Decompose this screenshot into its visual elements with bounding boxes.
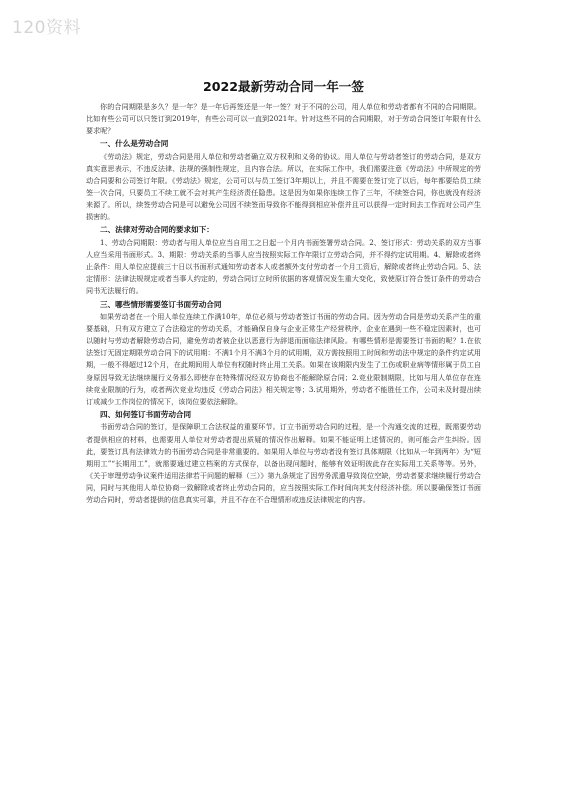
section-2-heading: 二、法律对劳动合同的要求如下： bbox=[100, 225, 214, 235]
section-4-heading: 四、如何签订书面劳动合同 bbox=[100, 409, 192, 419]
section-4-body: 书面劳动合同的签订，是保障职工合法权益的重要环节。订立书面劳动合同的过程，是一个沟通交流的过程，既需要劳动者提供相应的材料，也需要用人单位对劳动者提出质疑的情况作出解释。如果不能证明上述情况的，则可能会产生纠纷。因此，要签订具有法律效力的书面劳动合同是非常重要的。如果用人单位与劳动者没有签订具体期限（比如从一年到两年）为“短期用工”“长期用工”，就需要通过建立档案的方式保存，以备出现问题时，能够有效证明彼此存在实际用工关系等等。另外，《关于审理劳动争议案件适用法律若干问题的解释（三）》第九条规定了因劳务派遣导致岗位空缺，劳动者要求继续履行劳动合同，同时与其他用人单位协商一致解除或者终止劳动合同的，应当按照实际工作时间向其支付经济补偿。所以要确保签订书面劳动合同时，劳动者提供的信息真实可靠，并且不存在不合理情形或违反法律规定的内容。 bbox=[86, 422, 481, 504]
section-3-body: 如果劳动者在一个用人单位连续工作满10年，单位必须与劳动者签订书面的劳动合同。因为劳动合同是劳动关系产生的重要基础，只有双方建立了合法稳定的劳动关系，才能确保自身与企业正常生产经营秩序，企业在遇到一些不稳定因素时，也可以随时与劳动者解除劳动合同，避免劳动者被企业以恶意行为辞退而面临法律风险。有哪些情形是需要签订书面的呢？1.在依法签订无固定期限劳动合同下的试用期：不满1个月不满3个月的试用期，双方需按照用工时间和劳动法中规定的条件约定试用期，一般不得超过12个月，在此期间用人单位有权随时终止用工关系。如果在该期限内发生了工伤或职业病等情形属于员工自身原因导致无法继续履行义务那么即使存在特殊情况经双方协商也不能解除原合同；2.竞业限制期限，比如与用人单位存在连续竞业限制的行为，或者两次竞业均违反《劳动合同法》相关规定等；3.试用期外，劳动者不能胜任工作，公司未及时提出续订或减少工作岗位的情况下，该岗位要依法解除。 bbox=[86, 312, 481, 406]
section-3-heading: 三、哪些情形需要签订书面劳动合同 bbox=[100, 299, 222, 309]
document-title: 2022最新劳动合同一年一签 bbox=[203, 79, 364, 94]
section-2-body: 1、劳动合同期限：劳动者与用人单位应当自用工之日起一个月内书面签署劳动合同。2、签订形式：劳动关系的双方当事人应当采用书面形式。3、期限：劳动关系的当事人应当按照实际工作年限订立劳动合同，并不得约定试用期。4、解除或者终止条件：用人单位应提前三十日以书面形式通知劳动者本人或者额外支付劳动者一个月工资后，解除或者终止劳动合同。5、法定情形：法律法规规定或者当事人约定的，劳动合同订立时所依据的客观情况发生重大变化，致使原订符合签订条件的劳动合同书无法履行的。 bbox=[86, 238, 481, 296]
section-1-body: 《劳动法》规定，劳动合同是用人单位和劳动者确立双方权利和义务的协议。用人单位与劳动者签订的劳动合同，是双方真实意思表示，不违反法律、法规的强制性规定，且内容合法。所以，在实际工作中，我们需要注意《劳动法》中所规定的劳动合同要和公司签订年限。《劳动法》规定，公司可以与员工签订3年期以上，并且不需要在签订完了以后，每年都要给员工续签一次合同，只要员工不续工就不会对其产生经济责任隐患。这是因为如果你连续工作了三年，不续签合同，你也就没有经济来源了。所以，续签劳动合同是可以避免公司因不续签而导致你不能得到相应补偿并且可以获得一定时间去工作而对公司产生损害的。 bbox=[86, 151, 481, 222]
document-body bbox=[86, 78, 481, 506]
watermark-logo: 120资料 bbox=[12, 18, 81, 38]
section-1-heading: 一、什么是劳动合同 bbox=[100, 139, 169, 149]
intro-paragraph: 你的合同期限是多久？是一年？是一年后再签还是一年一签？对于不同的公司，用人单位和劳动者都有不同的合同期限。比如有些公司可以只签订到2019年，有些公司可以一直到2021年。针对这些不同的合同期限，对于劳动合同签订年限有什么要求呢？ bbox=[86, 102, 481, 136]
